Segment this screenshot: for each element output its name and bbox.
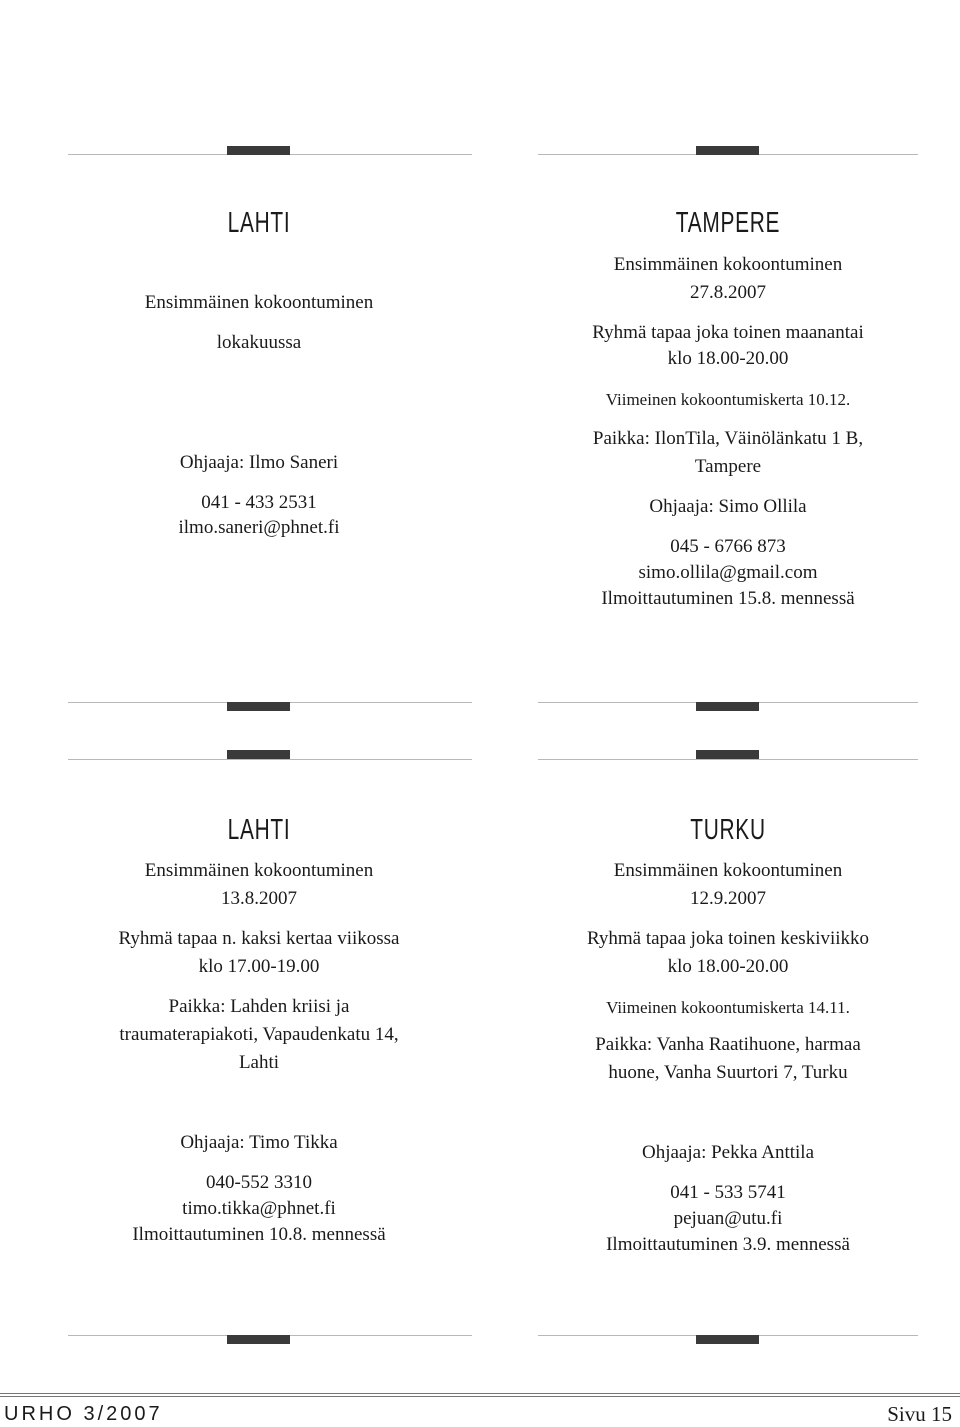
first-meeting-label: Ensimmäinen kokoontuminen [613,860,843,881]
divider-mid2-left [68,759,472,760]
footer-rule [0,1393,960,1394]
schedule: Ryhmä tapaa joka toinen keskiviikko [586,928,870,949]
divider-tab [696,750,759,759]
publication-name: URHO 3/2007 [4,1403,163,1425]
divider-tab [227,750,290,759]
city-heading: LAHTI [227,207,291,239]
city-heading: TURKU [690,814,766,846]
leader: Ohjaaja: Ilmo Saneri [179,452,339,473]
place: Paikka: Lahden kriisi ja [168,996,350,1017]
last-meeting: Viimeinen kokoontumiskerta 10.12. [605,390,851,409]
place: Paikka: Vanha Raatihuone, harmaa [595,1034,861,1055]
divider-tab [696,702,759,711]
first-meeting-label: Ensimmäinen kokoontuminen [613,254,843,275]
first-meeting-label: Ensimmäinen kokoontuminen [144,860,374,881]
place-address: huone, Vanha Suurtori 7, Turku [608,1062,848,1083]
schedule: Ryhmä tapaa joka toinen maanantai [592,322,864,343]
phone: 045 - 6766 873 [670,536,786,557]
leader: Ohjaaja: Pekka Anttila [641,1142,815,1163]
divider-tab [227,702,290,711]
meeting-date: 27.8.2007 [690,282,766,303]
place-city: Lahti [238,1052,280,1073]
place-city: Tampere [694,456,762,477]
leader: Ohjaaja: Timo Tikka [180,1132,338,1153]
schedule: Ryhmä tapaa n. kaksi kertaa viikossa [118,928,400,949]
page-number: Sivu 15 [887,1402,952,1426]
last-meeting: Viimeinen kokoontumiskerta 14.11. [606,998,850,1017]
email: timo.tikka@phnet.fi [182,1198,336,1219]
divider-tab [696,1335,759,1344]
email: simo.ollila@gmail.com [638,562,818,583]
phone: 041 - 433 2531 [201,492,317,513]
city-heading: TAMPERE [675,207,781,239]
place: Paikka: IlonTila, Väinölänkatu 1 B, [592,428,864,449]
meeting-date: 12.9.2007 [690,888,766,909]
meeting-date: lokakuussa [216,332,302,353]
meeting-date: 13.8.2007 [221,888,297,909]
phone: 041 - 533 5741 [670,1182,786,1203]
meeting-time: klo 18.00-20.00 [667,348,789,369]
leader: Ohjaaja: Simo Ollila [649,496,807,517]
place-address: traumaterapiakoti, Vapaudenkatu 14, [119,1024,399,1045]
phone: 040-552 3310 [205,1172,313,1193]
email: pejuan@utu.fi [673,1208,783,1229]
divider-mid2-right [538,759,918,760]
meeting-time: klo 18.00-20.00 [667,956,789,977]
registration-deadline: Ilmoittautuminen 3.9. mennessä [606,1234,850,1255]
registration-deadline: Ilmoittautuminen 15.8. mennessä [601,588,855,609]
divider-tab [227,1335,290,1344]
footer-rule [0,1396,960,1397]
meeting-time: klo 17.00-19.00 [198,956,320,977]
divider-tab [696,146,759,155]
email: ilmo.saneri@phnet.fi [178,517,340,538]
divider-tab [227,146,290,155]
registration-deadline: Ilmoittautuminen 10.8. mennessä [132,1224,386,1245]
city-heading: LAHTI [227,814,291,846]
first-meeting-label: Ensimmäinen kokoontuminen [144,292,374,313]
